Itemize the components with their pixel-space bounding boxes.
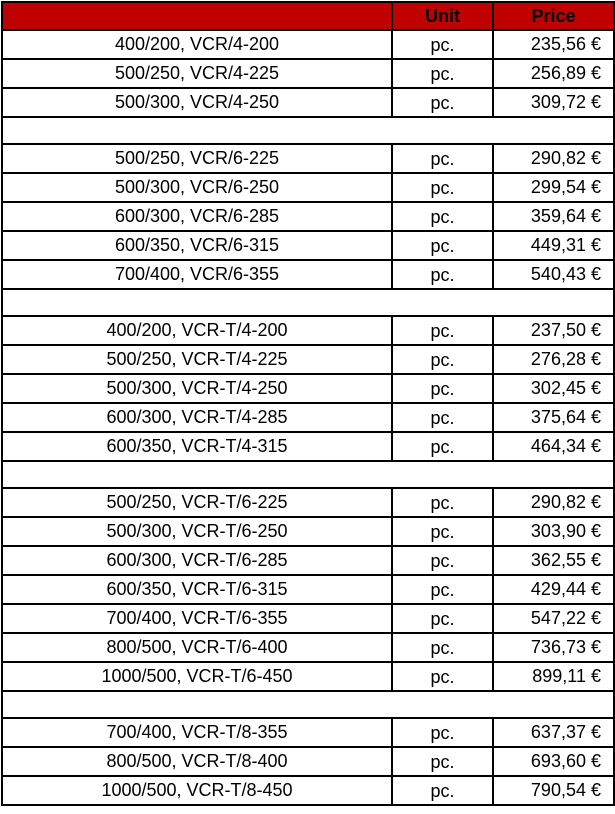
unit-cell: pc. [392, 546, 493, 575]
table-header [2, 2, 614, 30]
description-cell: 1000/500, VCR-T/8-450 [2, 776, 392, 805]
table-row [2, 403, 614, 432]
table-body [2, 30, 614, 805]
table-row [2, 488, 614, 517]
description-cell: 600/300, VCR-T/4-285 [2, 403, 392, 432]
price-cell: 362,55 € [493, 546, 614, 575]
header-description-cell [2, 2, 392, 30]
separator-cell [2, 691, 614, 718]
price-cell: 736,73 € [493, 633, 614, 662]
description-cell: 800/500, VCR-T/8-400 [2, 747, 392, 776]
unit-cell: pc. [392, 316, 493, 345]
description-cell: 600/350, VCR-T/6-315 [2, 575, 392, 604]
table-row [2, 374, 614, 403]
table-row [2, 59, 614, 88]
table-row [2, 747, 614, 776]
table-row [2, 30, 614, 59]
unit-cell: pc. [392, 432, 493, 461]
description-cell: 600/300, VCR/6-285 [2, 202, 392, 231]
price-cell: 235,56 € [493, 30, 614, 59]
price-cell: 290,82 € [493, 144, 614, 173]
unit-cell: pc. [392, 202, 493, 231]
price-cell: 303,90 € [493, 517, 614, 546]
group-separator-row [2, 289, 614, 316]
description-cell: 500/250, VCR/4-225 [2, 59, 392, 88]
header-row [2, 2, 614, 30]
price-cell: 637,37 € [493, 718, 614, 747]
table-row [2, 546, 614, 575]
group-separator-row [2, 691, 614, 718]
table-row [2, 316, 614, 345]
separator-cell [2, 117, 614, 144]
table-row [2, 345, 614, 374]
table-row [2, 202, 614, 231]
price-table [1, 1, 615, 806]
price-cell: 540,43 € [493, 260, 614, 289]
price-cell: 429,44 € [493, 575, 614, 604]
header-unit-cell: Unit [392, 2, 493, 30]
table-row [2, 776, 614, 805]
unit-cell: pc. [392, 374, 493, 403]
price-cell: 256,89 € [493, 59, 614, 88]
price-cell: 237,50 € [493, 316, 614, 345]
table-row [2, 517, 614, 546]
description-cell: 500/300, VCR/6-250 [2, 173, 392, 202]
description-cell: 700/400, VCR/6-355 [2, 260, 392, 289]
table-row [2, 144, 614, 173]
price-cell: 299,54 € [493, 173, 614, 202]
description-cell: 1000/500, VCR-T/6-450 [2, 662, 392, 691]
description-cell: 500/250, VCR-T/4-225 [2, 345, 392, 374]
unit-cell: pc. [392, 718, 493, 747]
description-cell: 700/400, VCR-T/8-355 [2, 718, 392, 747]
description-cell: 500/300, VCR/4-250 [2, 88, 392, 117]
description-cell: 400/200, VCR/4-200 [2, 30, 392, 59]
description-cell: 600/350, VCR/6-315 [2, 231, 392, 260]
description-cell: 600/300, VCR-T/6-285 [2, 546, 392, 575]
price-cell: 375,64 € [493, 403, 614, 432]
price-cell: 276,28 € [493, 345, 614, 374]
description-cell: 400/200, VCR-T/4-200 [2, 316, 392, 345]
price-cell: 899,11 € [493, 662, 614, 691]
description-cell: 500/300, VCR-T/6-250 [2, 517, 392, 546]
price-cell: 359,64 € [493, 202, 614, 231]
unit-cell: pc. [392, 662, 493, 691]
table-row [2, 662, 614, 691]
price-cell: 790,54 € [493, 776, 614, 805]
description-cell: 500/250, VCR-T/6-225 [2, 488, 392, 517]
price-cell: 547,22 € [493, 604, 614, 633]
unit-cell: pc. [392, 403, 493, 432]
price-cell: 449,31 € [493, 231, 614, 260]
unit-cell: pc. [392, 776, 493, 805]
unit-cell: pc. [392, 345, 493, 374]
unit-cell: pc. [392, 575, 493, 604]
unit-cell: pc. [392, 260, 493, 289]
unit-cell: pc. [392, 604, 493, 633]
table-row [2, 604, 614, 633]
table-row [2, 260, 614, 289]
separator-cell [2, 289, 614, 316]
price-cell: 290,82 € [493, 488, 614, 517]
header-price-cell: Price [493, 2, 614, 30]
unit-cell: pc. [392, 488, 493, 517]
table-row [2, 633, 614, 662]
description-cell: 800/500, VCR-T/6-400 [2, 633, 392, 662]
table-row [2, 88, 614, 117]
table-row [2, 718, 614, 747]
unit-cell: pc. [392, 633, 493, 662]
unit-cell: pc. [392, 517, 493, 546]
unit-cell: pc. [392, 231, 493, 260]
unit-cell: pc. [392, 88, 493, 117]
unit-cell: pc. [392, 173, 493, 202]
description-cell: 600/350, VCR-T/4-315 [2, 432, 392, 461]
table-row [2, 432, 614, 461]
group-separator-row [2, 461, 614, 488]
group-separator-row [2, 117, 614, 144]
unit-cell: pc. [392, 59, 493, 88]
table-row [2, 231, 614, 260]
price-cell: 693,60 € [493, 747, 614, 776]
description-cell: 500/250, VCR/6-225 [2, 144, 392, 173]
unit-cell: pc. [392, 30, 493, 59]
price-cell: 302,45 € [493, 374, 614, 403]
description-cell: 700/400, VCR-T/6-355 [2, 604, 392, 633]
unit-cell: pc. [392, 747, 493, 776]
price-cell: 309,72 € [493, 88, 614, 117]
table-row [2, 173, 614, 202]
price-cell: 464,34 € [493, 432, 614, 461]
separator-cell [2, 461, 614, 488]
table-row [2, 575, 614, 604]
description-cell: 500/300, VCR-T/4-250 [2, 374, 392, 403]
unit-cell: pc. [392, 144, 493, 173]
